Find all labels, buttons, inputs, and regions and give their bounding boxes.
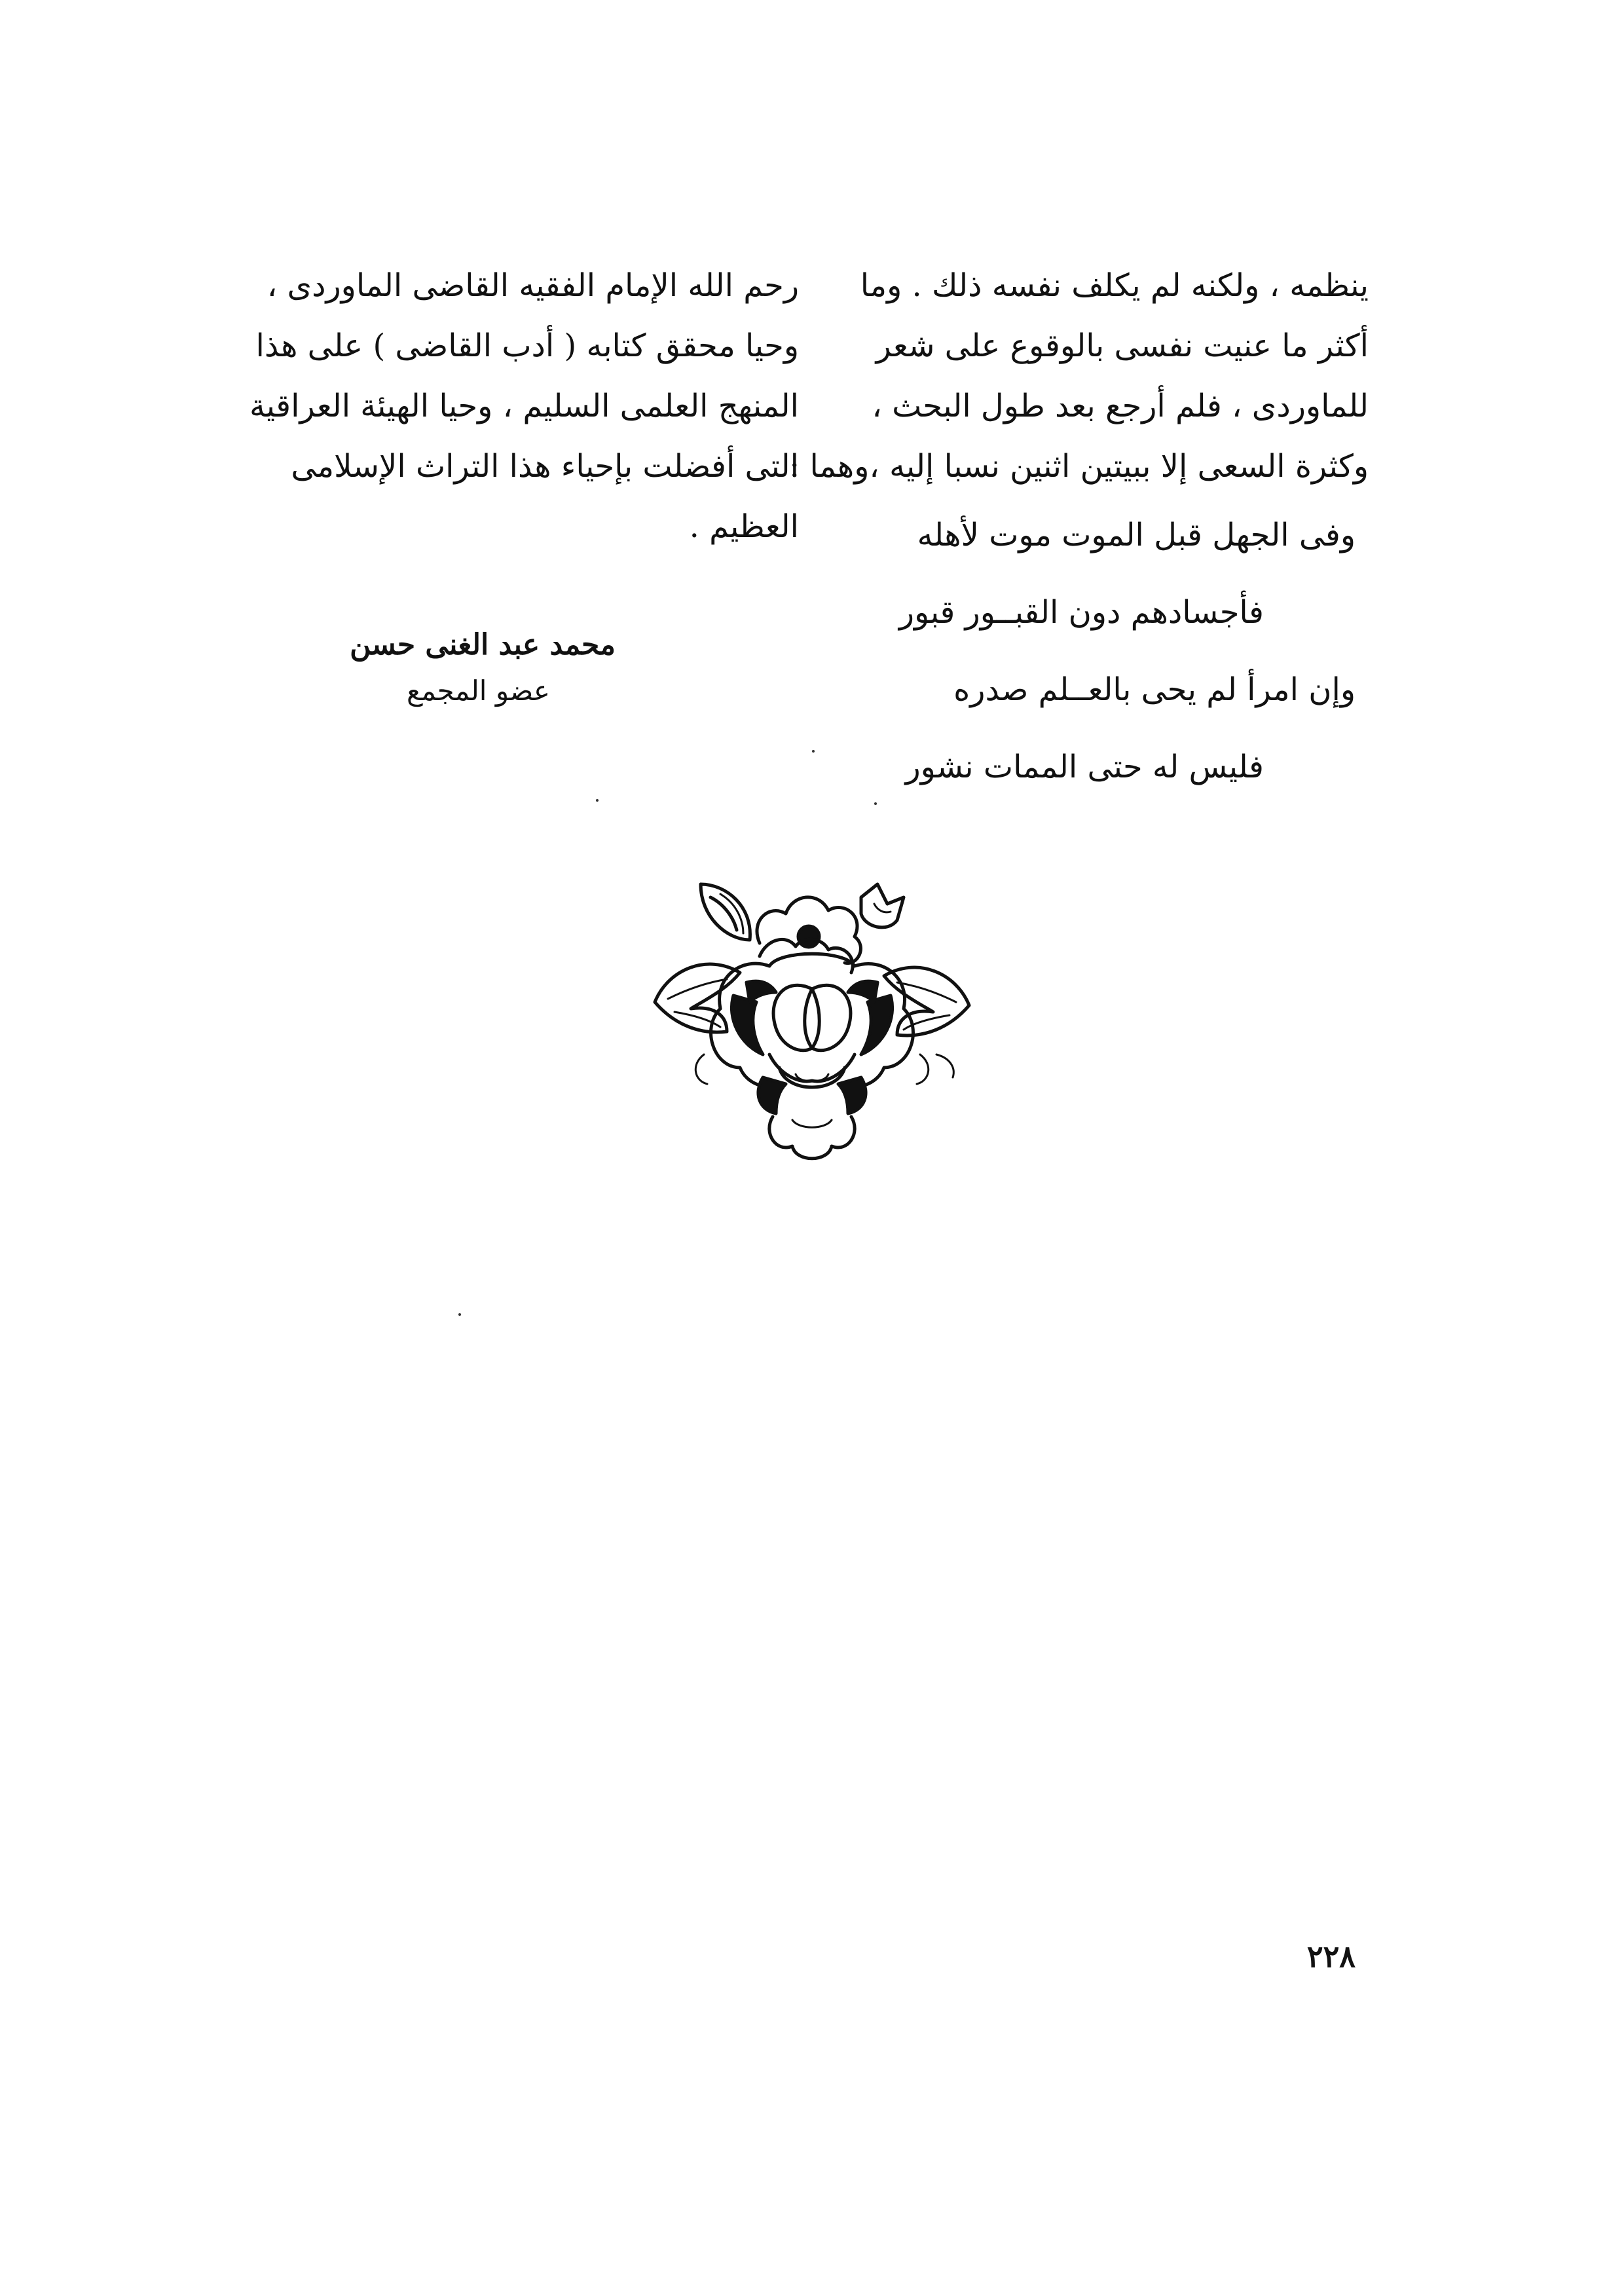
paragraph-line: للماوردى ، فلم أرجع بعد طول البحث ، [872,388,1369,424]
paragraph-line: أكثر ما عنيت نفسى بالوقوع على شعر [876,327,1369,364]
page-number: ٢٢٨ [1306,1939,1356,1974]
author-signature [314,622,616,714]
author-name: محمد عبد الغنى حسن [350,628,616,662]
scan-speck [812,750,815,753]
paragraph-line: وحيا محقق كتابه ( أدب القاضى ) على هذا [255,327,799,364]
poem-verse: وإن امرأ لم يحى بالعــلم صدره [953,671,1356,708]
scan-speck [596,799,599,802]
author-title: عضو المجمع [406,675,550,707]
paragraph-line: التى أفضلت بإحياء هذا التراث الإسلامى [291,448,799,485]
poem-verse: وفى الجهل قبل الموت موت لأهله [917,517,1356,553]
paragraph-line: العظيم . [689,508,799,545]
lotus-flower-ornament-icon [629,858,995,1199]
paragraph-line: المنهج العلمى السليم ، وحيا الهيئة العراقية [249,388,799,424]
scan-speck [874,802,877,805]
poem-verse: فليس له حتى الممات نشور [905,749,1264,785]
right-text-column [789,255,1369,806]
paragraph-line: ينظمه ، ولكنه لم يكلف نفسه ذلك . وما [860,267,1369,304]
scan-speck [458,1313,461,1316]
poem-verse: فأجسادهم دون القبــور قبور [898,594,1264,631]
paragraph-line: وكثرة السعى إلا ببيتين اثنين نسبا إليه ،وهما : [789,448,1369,485]
paragraph-line: رحم الله الإمام الفقيه القاضى الماوردى ، [267,267,799,304]
left-text-column [249,255,799,557]
